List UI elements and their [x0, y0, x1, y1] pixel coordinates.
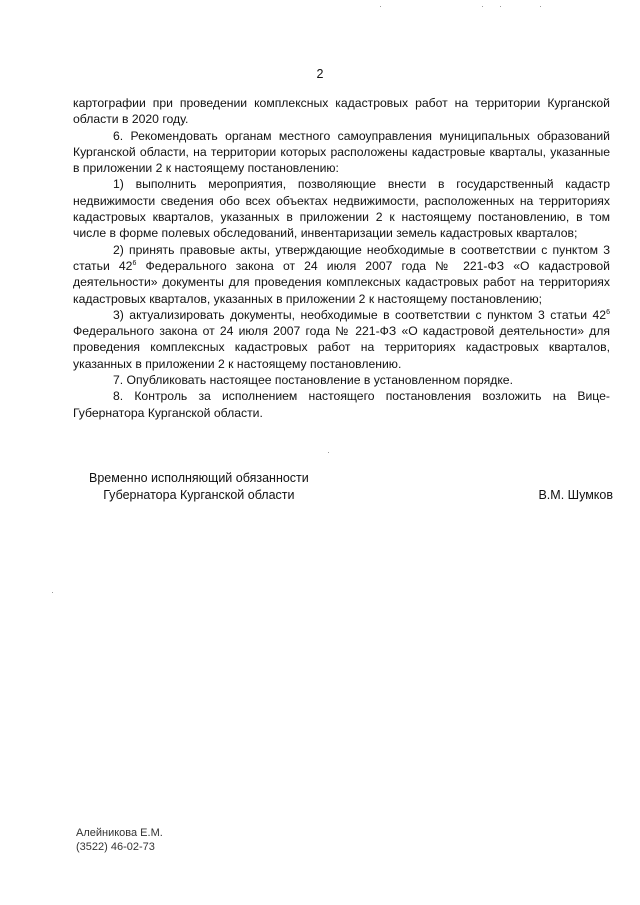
paragraph-text-before: 2) принять правовые акты, утверждающие необходимые в соответствии с пунктом 3 статьи 42	[73, 242, 610, 273]
paragraph-text-before: 3) актуализировать документы, необходимые в соответствии с пунктом 3 статьи 42	[113, 307, 607, 322]
executor-info	[76, 826, 163, 854]
paragraph-subitem-3	[73, 307, 610, 372]
paragraph-item-8: 8. Контроль за исполнением настоящего постановления возложить на Вице-Губернатора Курганской области.	[73, 389, 610, 420]
scan-speck	[500, 6, 501, 7]
executor-name: Алейникова Е.М.	[76, 827, 163, 839]
signatory-position-line: Временно исполняющий обязанности	[89, 471, 309, 485]
article-superscript: 6	[132, 259, 137, 267]
paragraph-item-7: 7. Опубликовать настоящее постановление в установленном порядке.	[113, 373, 513, 388]
scan-speck	[540, 6, 541, 7]
signatory-position	[89, 470, 309, 503]
scan-speck	[482, 6, 483, 7]
page-number: 2	[316, 67, 324, 81]
article-superscript: 6	[606, 308, 610, 316]
executor-phone: (3522) 46-02-73	[76, 841, 155, 853]
paragraph-item-6: 6. Рекомендовать органам местного самоуправления муниципальных образований Курганской области, на территории которых расположены кадастровые кварталы, указанные в приложении 2 к настоящему постановлению:	[73, 128, 610, 176]
signatory-name: В.М. Шумков	[538, 487, 613, 502]
paragraph-subitem-2	[73, 242, 610, 307]
scan-speck	[328, 452, 329, 453]
paragraph-text-after: Федерального закона от 24 июля 2007 года № 221-ФЗ «О кадастровой деятельности» для проведения комплексных кадастровых работ на территориях кадастровых кварталов, указанных в приложении 2 к настоящему постановлению.	[73, 324, 610, 371]
document-body	[73, 95, 610, 421]
scan-speck	[52, 592, 53, 593]
paragraph-subitem-1: 1) выполнить мероприятия, позволяющие внести в государственный кадастр недвижимости сведения обо всех объектах недвижимости, расположенных на территориях кадастровых кварталов, указанных в приложении 2 к настоящему постановлению, в том числе в форме полевых обследований, инвентаризации земель кадастровых кварталов;	[73, 177, 610, 241]
paragraph-continuation: картографии при проведении комплексных кадастровых работ на территории Курганской области в 2020 году.	[73, 96, 610, 127]
scan-speck	[380, 6, 381, 7]
signatory-position-line: Губернатора Курганской области	[103, 487, 295, 502]
paragraph-text-after: Федерального закона от 24 июля 2007 года № 221-ФЗ «О кадастровой деятельности» документы для проведения комплексных кадастровых работ на территориях кадастровых кварталов, указанных в приложении 2 к настоящему постановлению;	[73, 258, 610, 306]
